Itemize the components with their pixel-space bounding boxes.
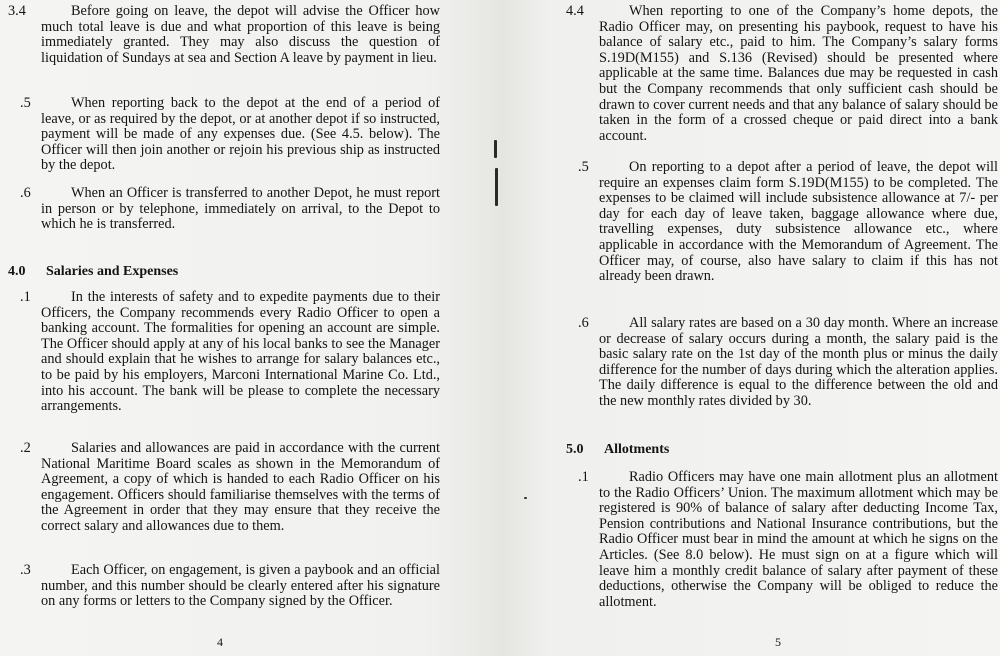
right-page	[500, 0, 1000, 656]
paragraph-number: 3.4	[8, 3, 26, 19]
paragraph-4-6	[566, 316, 998, 410]
paragraph-4-2	[8, 441, 440, 535]
page-number: 5	[775, 635, 781, 649]
paragraph-text: When reporting back to the depot at the end of a period of leave, or as required by the depot, or at another depot if so instructed, payment will be made of any expenses due. (See 4.5. below). The Officer will then join another or rejoin his previous ship as instructed by the depot.	[41, 95, 440, 174]
page-number: 4	[217, 635, 223, 649]
paragraph-3-6	[8, 186, 440, 233]
paragraph-3-5	[8, 96, 440, 174]
paragraph-5-1	[566, 470, 998, 610]
paragraph-text: Before going on leave, the depot will advise the Officer how much total leave is due and what proportion of this leave is being immediately granted. They may also discuss the question of liquidation of Sundays at sea and Section A leave by payment in lieu.	[41, 3, 440, 66]
binding-staple-top	[494, 140, 497, 158]
paragraph-text: In the interests of safety and to expedite payments due to their Officers, the Company recommends every Radio Officer to open a banking account. The formalities for opening an account are simple. The Officer should apply at any of his local banks to see the Manager and should explain that he wishes to arrange for salary balances etc., to be paid by his employers, Marconi International Marine Co. Ltd., into his account. The bank will be please to complete the necessary arrangements.	[41, 289, 440, 415]
section-heading-allotments	[566, 442, 669, 458]
section-number: 4.0	[8, 264, 26, 279]
paragraph-4-5	[566, 160, 998, 285]
paragraph-4-4	[566, 4, 998, 144]
paragraph-text: On reporting to a depot after a period of leave, the depot will require an expenses claim form S.19D(M155) to be completed. The expenses to be claimed will include subsistence allowance at 7/- per day for each day of leave taken, baggage allowance where due, travelling expenses, duty subsistence allowance etc., where applicable in accordance with the Memorandum of Agreement. The Officer may, of course, also have salary to claim if this has not already been drawn.	[599, 159, 998, 285]
paragraph-text: Salaries and allowances are paid in accordance with the current National Maritime Board scales as shown in the Memorandum of Agreement, a copy of which is handed to each Radio Officer on his engagement. Officers should familiarise themselves with the terms of the Agreement in order that they may ensure that they receive the correct salary and allowances due to them.	[41, 440, 440, 534]
paper-speck	[524, 497, 527, 499]
section-title: Allotments	[604, 442, 670, 457]
paragraph-number: .1	[578, 469, 589, 485]
paragraph-number: .1	[20, 289, 31, 305]
paragraph-number: 4.4	[566, 3, 584, 19]
paragraph-text: All salary rates are based on a 30 day month. Where an increase or decrease of salary occurs during a month, the salary paid is the basic salary rate on the 1st day of the month plus or minus the daily difference for the number of days during which the alteration applies. The daily difference is equal to the difference between the old and the new monthly rates divided by 30.	[599, 315, 998, 409]
paragraph-number: .3	[20, 562, 31, 578]
section-heading-salaries	[8, 264, 178, 280]
paragraph-number: .5	[20, 95, 31, 111]
paragraph-3-4	[8, 4, 440, 66]
paragraph-text: Radio Officers may have one main allotment plus an allotment to the Radio Officers’ Union. The maximum allotment which may be registered is 90% of balance of salary after deducting Income Tax, Pension contributions and National Insurance contributions, but the Radio Officer must bear in mind the amount at which he signs on the Articles. (See 8.0 below). He must sign on at a figure which will leave him a monthly credit balance of salary after payment of these deductions, otherwise the Company will be obliged to reduce the allotment.	[599, 469, 998, 610]
paragraph-number: .5	[578, 159, 589, 175]
section-number: 5.0	[566, 442, 584, 457]
paragraph-text: When an Officer is transferred to another Depot, he must report in person or by telephone, immediately on arrival, to the Depot to which he is transferred.	[41, 185, 440, 233]
paragraph-4-3	[8, 563, 440, 610]
paragraph-number: .6	[20, 185, 31, 201]
paragraph-text: Each Officer, on engagement, is given a paybook and an official number, and this number should be clearly entered after his signature on any forms or letters to the Company signed by the Officer.	[41, 562, 440, 610]
paragraph-number: .2	[20, 440, 31, 456]
paragraph-4-1	[8, 290, 440, 415]
paragraph-number: .6	[578, 315, 589, 331]
paragraph-text: When reporting to one of the Company’s home depots, the Radio Officer may, on presenting his paybook, request to have his balance of salary etc., paid to him. The Company’s salary forms S.19D(M155) and S.136 (Revised) should be presented where applicable at the same time. Balances due may be requested in cash but the Company recommends that only sufficient cash should be drawn to cover current needs and that any balance of salary should be taken in the form of a crossed cheque or paid direct into a bank account.	[599, 3, 998, 144]
binding-staple-bottom	[495, 168, 498, 206]
section-title: Salaries and Expenses	[46, 264, 179, 279]
